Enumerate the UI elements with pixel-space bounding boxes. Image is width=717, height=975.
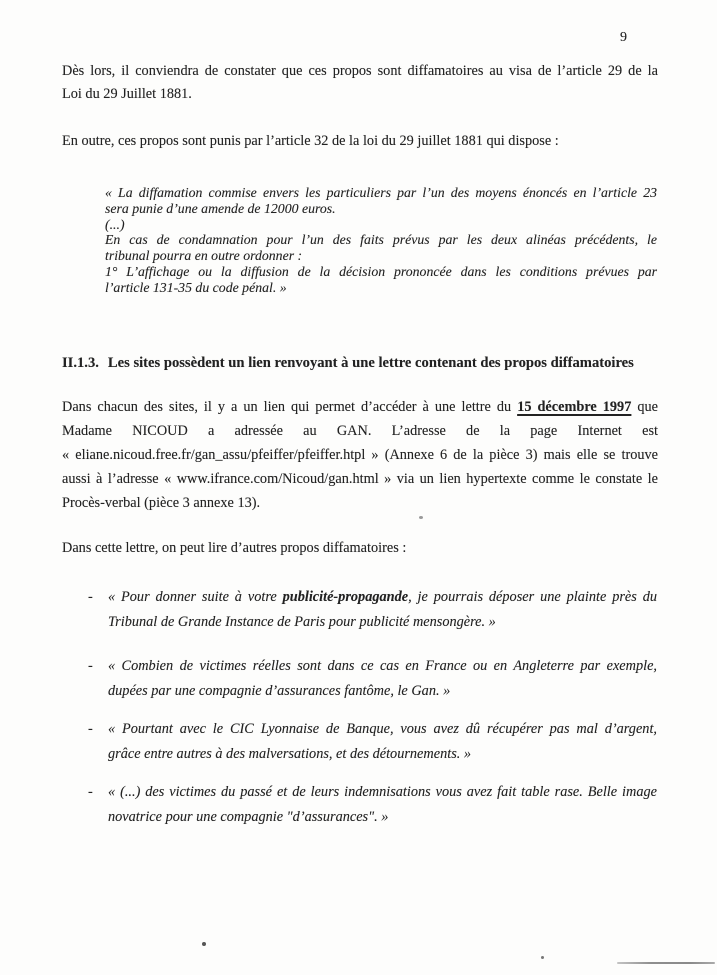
scan-speck [419, 516, 423, 519]
text-after-date: que [631, 399, 658, 415]
text-after-url: via un lien hypertexte comme le constate le [391, 471, 658, 487]
bullet-dash: - [88, 721, 93, 737]
quote-line: l’article 131-35 du code pénal. » [105, 279, 287, 295]
paragraph-line: Procès-verbal (pièce 3 annexe 13). [62, 495, 261, 511]
statute-quote-block [105, 185, 657, 296]
bullet-line: « (...) des victimes du passé et de leurs indemnisations vous avez fait table rase. Belle image [108, 784, 657, 800]
paragraph-line: Dans cette lettre, on peut lire d’autres propos diffamatoires : [62, 540, 407, 556]
bullet-text: , je pourrais déposer une plainte près du [408, 589, 658, 605]
bullet-line: Tribunal de Grande Instance de Paris pour publicité mensongère. » [108, 614, 496, 630]
quote-bullet-1 [88, 585, 657, 635]
bullet-line [108, 585, 657, 610]
quote-line: 1° L’affichage ou la diffusion de la décision prononcée dans les conditions prévues par [105, 263, 657, 279]
bullet-line: dupées par une compagnie d’assurances fantôme, le Gan. » [108, 683, 451, 699]
url-ifrance: « www.ifrance.com/Nicoud/gan.html » [164, 471, 392, 487]
scan-artifact-line [617, 962, 715, 964]
scan-speck [202, 942, 206, 946]
url-pfeiffer: « eliane.nicoud.free.fr/gan_assu/pfeiffer/pfeiffer.htpl » [62, 447, 379, 463]
section-number: II.1.3. [62, 355, 99, 371]
paragraph-line: Madame NICOUD a adressée au GAN. L’adresse de la page Internet est [62, 423, 658, 439]
quote-bullet-3 [88, 717, 657, 767]
quote-line: « La diffamation commise envers les particuliers par l’un des moyens énoncés en l’article 23 [105, 185, 657, 200]
bullet-dash: - [88, 658, 93, 674]
paragraph-dans-cette-lettre [62, 537, 658, 560]
bullet-line: grâce entre autres à des malversations, et des détournements. » [108, 746, 472, 762]
letter-date: 15 décembre 1997 [517, 399, 632, 415]
bullet-dash: - [88, 589, 93, 605]
paragraph-dans-chacun [62, 395, 658, 515]
quote-bullet-2 [88, 654, 657, 704]
section-title: Les sites possèdent un lien renvoyant à une lettre contenant des propos diffamatoires [107, 355, 634, 371]
quote-line: sera punie d’une amende de 12000 euros. [105, 200, 336, 216]
paragraph-line [62, 395, 658, 419]
text-after-url: (Annexe 6 de la pièce 3) mais elle se trouve [378, 447, 658, 463]
scan-speck [541, 956, 544, 959]
paragraph-en-outre [62, 130, 658, 153]
quote-line: (...) [105, 216, 125, 232]
paragraph-line: Loi du 29 Juillet 1881. [62, 86, 192, 102]
bullet-text: « Pour donner suite à votre [108, 589, 283, 605]
paragraph-des-lors [62, 60, 658, 106]
paragraph-line [62, 443, 658, 467]
bullet-dash: - [88, 784, 93, 800]
bullet-line: « Pourtant avec le CIC Lyonnaise de Banque, vous avez dû récupérer pas mal d’argent, [108, 721, 657, 737]
emphasized-term: publicité-propagande [282, 589, 409, 605]
bullet-line: « Combien de victimes réelles sont dans ce cas en France ou en Angleterre par exemple, [108, 658, 657, 674]
paragraph-line [62, 467, 658, 491]
page-number: 9 [620, 30, 627, 45]
paragraph-line: En outre, ces propos sont punis par l’article 32 de la loi du 29 juillet 1881 qui dispose : [62, 133, 559, 149]
quote-bullet-4 [88, 780, 657, 830]
section-heading [62, 353, 682, 373]
text-before-url: aussi à l’adresse [62, 471, 165, 487]
text-before-date: Dans chacun des sites, il y a un lien qui permet d’accéder à une lettre du [62, 399, 518, 415]
paragraph-line: Dès lors, il conviendra de constater que ces propos sont diffamatoires au visa de l’article 29 de la [62, 63, 658, 79]
bullet-line: novatrice pour une compagnie "d’assurances". » [108, 809, 389, 825]
quote-line: tribunal pourra en outre ordonner : [105, 248, 303, 264]
quote-line: En cas de condamnation pour l’un des faits prévus par les deux alinéas précédents, le [105, 232, 657, 248]
